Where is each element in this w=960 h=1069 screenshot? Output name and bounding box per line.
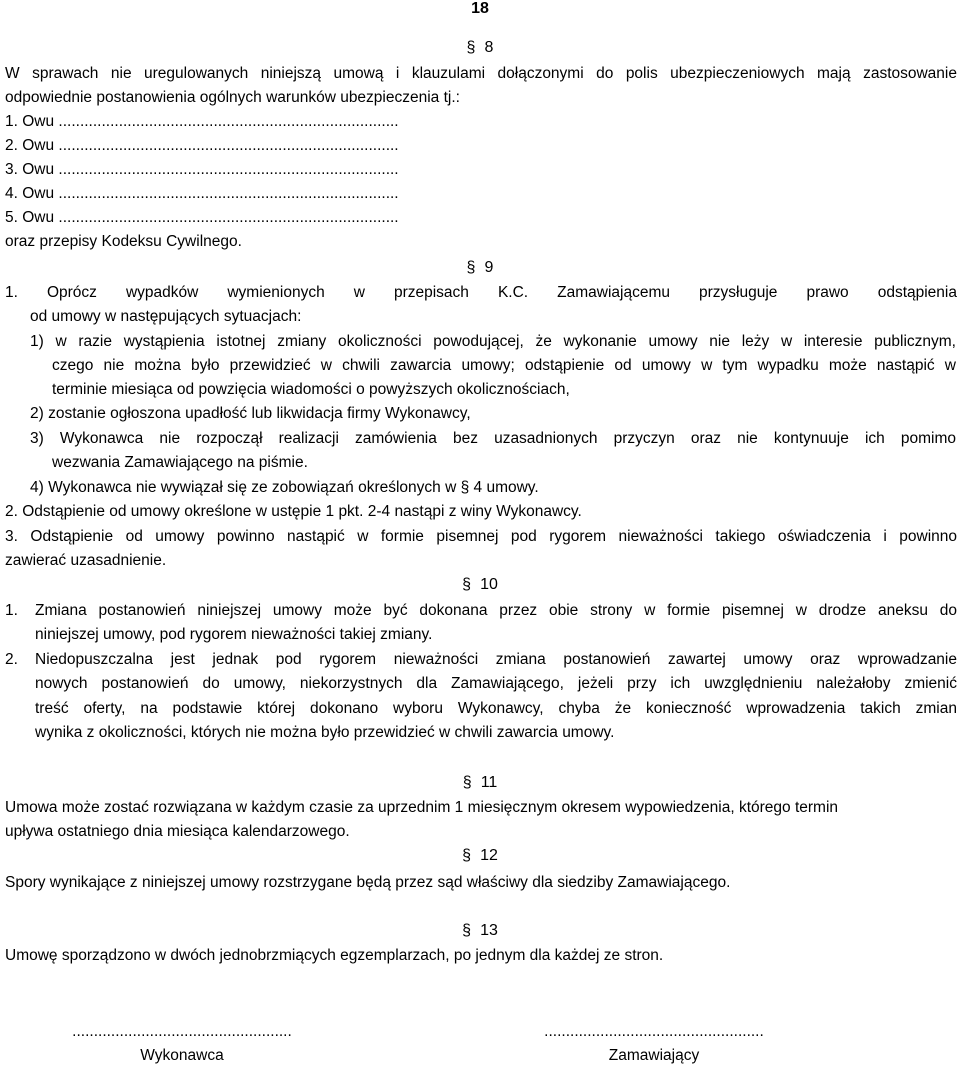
par10-p2-line3: treść oferty, na podstawie której dokonano wyboru Wykonawcy, chyba że konieczność wprowadzenia takich zmian <box>35 700 957 717</box>
par8-closing: oraz przepisy Kodeksu Cywilnego. <box>5 233 242 250</box>
par9-p1-line1: 1. Oprócz wypadków wymienionych w przepisach K.C. Zamawiającemu przysługuje prawo odstąpienia <box>5 284 957 301</box>
section-symbol: § <box>462 576 471 593</box>
par10-p2-line1: Niedopuszczalna jest jednak pod rygorem nieważności zmiana postanowień zawartej umowy oraz wprowadzanie <box>35 651 957 668</box>
signature-line-left: ................................................... <box>72 1023 292 1040</box>
signature-label-right: Zamawiający <box>608 1047 700 1064</box>
signature-label-left: Wykonawca <box>140 1047 224 1064</box>
par8-line1: W sprawach nie uregulowanych niniejszą umową i klauzulami dołączonymi do polis ubezpieczeniowych mają zastosowanie <box>5 65 957 82</box>
par12-line1: Spory wynikające z niniejszej umowy rozstrzygane będą przez sąd właściwy dla siedziby Zamawiającego. <box>5 874 731 891</box>
owu-item-1: 1. Owu ............................................................................... <box>5 113 399 130</box>
par8-line2: odpowiednie postanowienia ogólnych warunków ubezpieczenia tj.: <box>5 89 460 106</box>
par9-sub2: 2) zostanie ogłoszona upadłość lub likwidacja firmy Wykonawcy, <box>30 405 471 422</box>
par9-p3-line1: 3. Odstąpienie od umowy powinno nastąpić w formie pisemnej pod rygorem nieważności takiego oświadczenia i powinno <box>5 528 957 545</box>
section-9-heading: § 9 <box>466 259 494 276</box>
owu-item-5: 5. Owu ............................................................................... <box>5 209 399 226</box>
par10-p1-line2: niniejszej umowy, pod rygorem nieważności takiej zmiany. <box>35 626 433 643</box>
par9-sub1-line1: 1) w razie wystąpienia istotnej zmiany okoliczności powodującej, że wykonanie umowy nie leży w interesie publicznym, <box>30 333 956 350</box>
par10-p2-number: 2. <box>5 651 18 668</box>
par13-line1: Umowę sporządzono w dwóch jednobrzmiących egzemplarzach, po jednym dla każdej ze stron. <box>5 947 664 964</box>
par11-line1: Umowa może zostać rozwiązana w każdym czasie za uprzednim 1 miesięcznym okresem wypowiedzenia, którego termin <box>5 799 839 816</box>
section-symbol: § <box>462 847 471 864</box>
par9-sub1-line3: terminie miesiąca od powzięcia wiadomości o powyższych okolicznościach, <box>52 381 570 398</box>
par10-p2-line2: nowych postanowień do umowy, niekorzystnych dla Zamawiającego, jeżeli przy ich uwzględnieniu należałoby zmienić <box>35 675 957 692</box>
section-12-heading: § 12 <box>462 847 498 864</box>
par9-p1-line2: od umowy w następujących sytuacjach: <box>30 308 302 325</box>
section-symbol: § <box>466 39 476 56</box>
page-number: 18 <box>471 0 489 17</box>
par9-sub3-line2: wezwania Zamawiającego na piśmie. <box>52 454 308 471</box>
section-symbol: § <box>462 922 471 939</box>
par10-p1-line1: Zmiana postanowień niniejszej umowy może być dokonana przez obie strony w formie pisemnej w drodze aneksu do <box>35 602 957 619</box>
par9-sub4: 4) Wykonawca nie wywiązał się ze zobowiązań określonych w § 4 umowy. <box>30 479 539 496</box>
par10-p1-number: 1. <box>5 602 18 619</box>
owu-item-2: 2. Owu ............................................................................... <box>5 137 399 154</box>
par9-sub3-line1: 3) Wykonawca nie rozpoczął realizacji zamówienia bez uzasadnionych przyczyn oraz nie kontynuuje ich pomimo <box>30 430 956 447</box>
owu-item-3: 3. Owu ............................................................................... <box>5 161 399 178</box>
section-10-heading: § 10 <box>462 576 498 593</box>
par9-p3-line2: zawierać uzasadnienie. <box>5 552 167 569</box>
par10-p2-line4: wynika z okoliczności, których nie można było przewidzieć w chwili zawarcia umowy. <box>35 724 615 741</box>
section-symbol: § <box>466 259 476 276</box>
par9-p2: 2. Odstąpienie od umowy określone w ustępie 1 pkt. 2-4 nastąpi z winy Wykonawcy. <box>5 503 582 520</box>
signature-line-right: ................................................... <box>544 1023 764 1040</box>
par11-line2: upływa ostatniego dnia miesiąca kalendarzowego. <box>5 823 350 840</box>
section-symbol: § <box>462 774 472 791</box>
section-13-heading: § 13 <box>462 922 498 939</box>
section-8-heading: § 8 <box>466 39 494 56</box>
owu-item-4: 4. Owu ............................................................................... <box>5 185 399 202</box>
par9-sub1-line2: czego nie można było przewidzieć w chwili zawarcia umowy; odstąpienie od umowy w tym wypadku może nastąpić w <box>52 357 956 374</box>
section-11-heading: § 11 <box>462 774 498 791</box>
